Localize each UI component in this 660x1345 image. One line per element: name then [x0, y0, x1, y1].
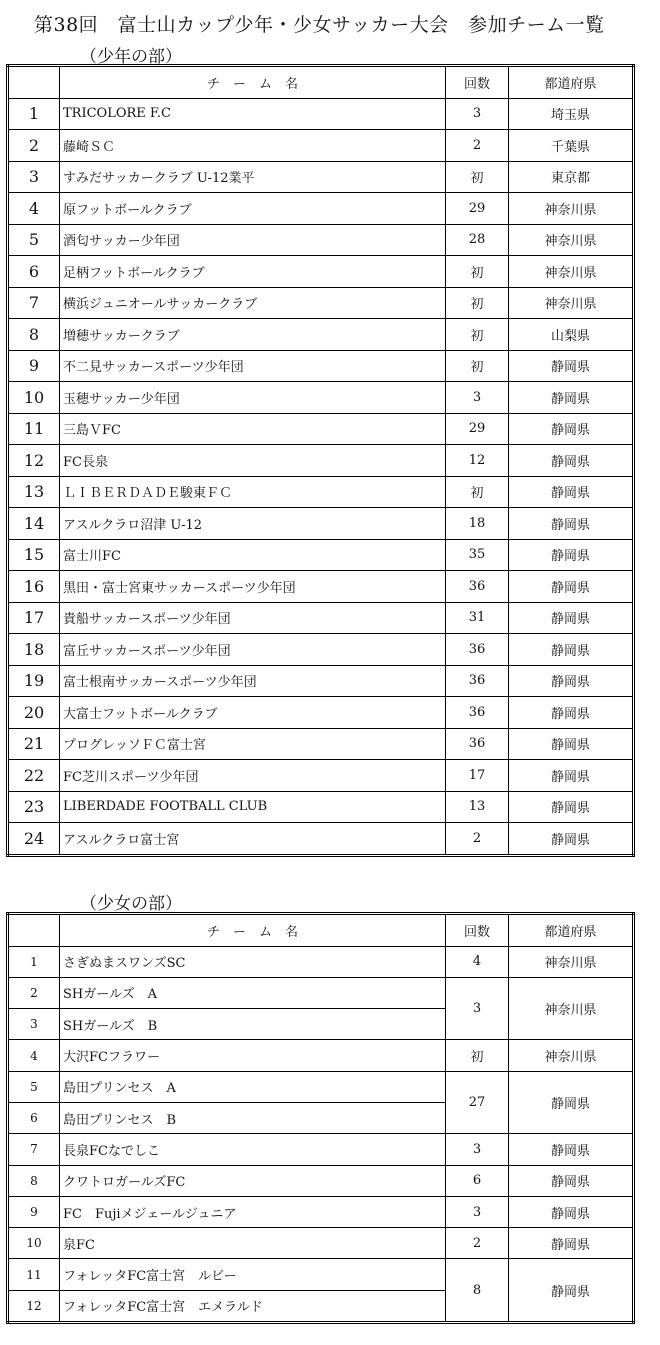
table-row [8, 413, 634, 445]
team-name: 泉FC [60, 1228, 446, 1259]
row-number: 2 [8, 977, 60, 1008]
row-number: 15 [8, 539, 60, 571]
row-number: 16 [8, 571, 60, 603]
team-name: 藤崎ＳＣ [60, 130, 446, 162]
participation-count: 2 [446, 130, 509, 162]
table-row [8, 1228, 634, 1259]
prefecture: 静岡県 [509, 1165, 634, 1196]
prefecture: 神奈川県 [509, 256, 634, 288]
table-row [8, 697, 634, 729]
team-name: 島田プリンセス B [60, 1102, 446, 1133]
participation-count: 35 [446, 539, 509, 571]
table-header-row [8, 914, 634, 947]
row-number: 24 [8, 823, 60, 856]
table-row [8, 1196, 634, 1227]
table-row [8, 350, 634, 382]
row-number: 20 [8, 697, 60, 729]
prefecture: 東京都 [509, 161, 634, 193]
prefecture: 静岡県 [509, 728, 634, 760]
participation-count: 2 [446, 823, 509, 856]
row-number: 10 [8, 1228, 60, 1259]
row-number: 4 [8, 1040, 60, 1071]
participation-count: 初 [446, 319, 509, 351]
team-name: SHガールズ A [60, 977, 446, 1008]
page-title: 第38回 富士山カップ少年・少女サッカー大会 参加チーム一覧 [34, 14, 605, 36]
team-name: FC長泉 [60, 445, 446, 477]
prefecture: 千葉県 [509, 130, 634, 162]
table-row [8, 98, 634, 130]
table-row [8, 977, 634, 1008]
participation-count: 18 [446, 508, 509, 540]
row-number: 4 [8, 193, 60, 225]
participation-count: 31 [446, 602, 509, 634]
prefecture: 静岡県 [509, 413, 634, 445]
table-row [8, 161, 634, 193]
table-row [8, 946, 634, 977]
header-count: 回数 [446, 914, 509, 947]
girls-team-table [6, 912, 635, 1324]
header-no [8, 66, 60, 99]
participation-count: 3 [446, 1196, 509, 1227]
participation-count: 6 [446, 1165, 509, 1196]
prefecture: 神奈川県 [509, 193, 634, 225]
prefecture: 静岡県 [509, 1228, 634, 1259]
participation-count: 初 [446, 287, 509, 319]
prefecture: 静岡県 [509, 1071, 634, 1134]
participation-count: 17 [446, 760, 509, 792]
prefecture: 静岡県 [509, 634, 634, 666]
participation-count: 初 [446, 256, 509, 288]
table-row [8, 539, 634, 571]
row-number: 5 [8, 224, 60, 256]
table-row [8, 1040, 634, 1071]
team-name: すみだサッカークラブ U-12業平 [60, 161, 446, 193]
team-name: アスルクラロ沼津 U-12 [60, 508, 446, 540]
participation-count: 12 [446, 445, 509, 477]
table-row [8, 602, 634, 634]
team-name: 三島ＶFC [60, 413, 446, 445]
row-number: 11 [8, 1259, 60, 1290]
prefecture: 神奈川県 [509, 977, 634, 1040]
row-number: 17 [8, 602, 60, 634]
row-number: 10 [8, 382, 60, 414]
row-number: 21 [8, 728, 60, 760]
team-name: 島田プリンセス A [60, 1071, 446, 1102]
team-name: クワトロガールズFC [60, 1165, 446, 1196]
table-row [8, 476, 634, 508]
prefecture: 神奈川県 [509, 287, 634, 319]
participation-count: 初 [446, 1040, 509, 1071]
row-number: 8 [8, 319, 60, 351]
row-number: 6 [8, 256, 60, 288]
table-row [8, 287, 634, 319]
team-name: LIBERDADE FOOTBALL CLUB [60, 791, 446, 823]
participation-count: 4 [446, 946, 509, 977]
row-number: 14 [8, 508, 60, 540]
header-no [8, 914, 60, 947]
participation-count: 27 [446, 1071, 509, 1134]
participation-count: 36 [446, 634, 509, 666]
row-number: 3 [8, 1009, 60, 1040]
team-name: 増穂サッカークラブ [60, 319, 446, 351]
row-number: 9 [8, 350, 60, 382]
girls-section-heading: （少女の部） [80, 894, 182, 914]
prefecture: 静岡県 [509, 602, 634, 634]
team-name: フォレッタFC富士宮 ルビー [60, 1259, 446, 1290]
table-row [8, 823, 634, 856]
participation-count: 36 [446, 697, 509, 729]
participation-count: 36 [446, 571, 509, 603]
prefecture: 神奈川県 [509, 1040, 634, 1071]
table-row [8, 760, 634, 792]
table-row [8, 319, 634, 351]
participation-count: 初 [446, 161, 509, 193]
prefecture: 静岡県 [509, 1134, 634, 1165]
row-number: 9 [8, 1196, 60, 1227]
participation-count: 29 [446, 413, 509, 445]
team-name: プログレッソＦＣ富士宮 [60, 728, 446, 760]
participation-count: 36 [446, 665, 509, 697]
table-row [8, 634, 634, 666]
team-name: アスルクラロ富士宮 [60, 823, 446, 856]
table-row [8, 224, 634, 256]
table-row [8, 256, 634, 288]
participation-count: 3 [446, 382, 509, 414]
team-name: 大沢FCフラワー [60, 1040, 446, 1071]
team-name: フォレッタFC富士宮 エメラルド [60, 1290, 446, 1322]
team-name: FC芝川スポーツ少年団 [60, 760, 446, 792]
participation-count: 36 [446, 728, 509, 760]
prefecture: 静岡県 [509, 791, 634, 823]
team-name: さぎぬまスワンズSC [60, 946, 446, 977]
row-number: 2 [8, 130, 60, 162]
table-row [8, 508, 634, 540]
prefecture: 静岡県 [509, 445, 634, 477]
header-team-name: チ ー ム 名 [60, 66, 446, 99]
table-row [8, 571, 634, 603]
participation-count: 28 [446, 224, 509, 256]
table-row [8, 382, 634, 414]
participation-count: 初 [446, 350, 509, 382]
team-name: FC Fujiメジェールジュニア [60, 1196, 446, 1227]
row-number: 3 [8, 161, 60, 193]
row-number: 1 [8, 946, 60, 977]
team-name: 富士川FC [60, 539, 446, 571]
team-name: 大富士フットボールクラブ [60, 697, 446, 729]
team-name: 酒匂サッカー少年団 [60, 224, 446, 256]
participation-count: 3 [446, 977, 509, 1040]
table-row [8, 1259, 634, 1290]
prefecture: 静岡県 [509, 539, 634, 571]
team-name: 足柄フットボールクラブ [60, 256, 446, 288]
row-number: 6 [8, 1102, 60, 1133]
participation-count: 13 [446, 791, 509, 823]
prefecture: 静岡県 [509, 697, 634, 729]
table-row [8, 1071, 634, 1102]
prefecture: 静岡県 [509, 823, 634, 856]
row-number: 13 [8, 476, 60, 508]
participation-count: 3 [446, 1134, 509, 1165]
table-row [8, 791, 634, 823]
row-number: 8 [8, 1165, 60, 1196]
participation-count: 29 [446, 193, 509, 225]
row-number: 1 [8, 98, 60, 130]
prefecture: 山梨県 [509, 319, 634, 351]
prefecture: 静岡県 [509, 665, 634, 697]
row-number: 11 [8, 413, 60, 445]
prefecture: 静岡県 [509, 760, 634, 792]
row-number: 5 [8, 1071, 60, 1102]
team-name: 玉穂サッカー少年団 [60, 382, 446, 414]
prefecture: 神奈川県 [509, 224, 634, 256]
team-name: 貴船サッカースポーツ少年団 [60, 602, 446, 634]
prefecture: 静岡県 [509, 571, 634, 603]
participation-count: 8 [446, 1259, 509, 1323]
table-row [8, 1134, 634, 1165]
row-number: 12 [8, 445, 60, 477]
row-number: 18 [8, 634, 60, 666]
table-row [8, 728, 634, 760]
team-name: 不二見サッカースポーツ少年団 [60, 350, 446, 382]
team-name: 横浜ジュニオールサッカークラブ [60, 287, 446, 319]
team-name: 長泉FCなでしこ [60, 1134, 446, 1165]
team-name: SHガールズ B [60, 1009, 446, 1040]
table-row [8, 130, 634, 162]
row-number: 23 [8, 791, 60, 823]
prefecture: 埼玉県 [509, 98, 634, 130]
header-count: 回数 [446, 66, 509, 99]
table-row [8, 445, 634, 477]
team-name: 富丘サッカースポーツ少年団 [60, 634, 446, 666]
row-number: 22 [8, 760, 60, 792]
prefecture: 静岡県 [509, 1196, 634, 1227]
row-number: 19 [8, 665, 60, 697]
prefecture: 静岡県 [509, 350, 634, 382]
team-name: ＬＩＢＥＲＤＡＤＥ駿東ＦＣ [60, 476, 446, 508]
row-number: 7 [8, 287, 60, 319]
table-row [8, 665, 634, 697]
participation-count: 初 [446, 476, 509, 508]
table-row [8, 193, 634, 225]
prefecture: 静岡県 [509, 1259, 634, 1323]
prefecture: 神奈川県 [509, 946, 634, 977]
row-number: 12 [8, 1290, 60, 1322]
team-name: TRICOLORE F.C [60, 98, 446, 130]
prefecture: 静岡県 [509, 508, 634, 540]
team-name: 富士根南サッカースポーツ少年団 [60, 665, 446, 697]
prefecture: 静岡県 [509, 382, 634, 414]
row-number: 7 [8, 1134, 60, 1165]
table-row [8, 1165, 634, 1196]
table-header-row [8, 66, 634, 99]
boys-section-heading: （少年の部） [80, 47, 182, 67]
team-name: 黒田・富士宮東サッカースポーツ少年団 [60, 571, 446, 603]
header-team-name: チ ー ム 名 [60, 914, 446, 947]
participation-count: 3 [446, 98, 509, 130]
boys-team-table [6, 64, 635, 857]
header-prefecture: 都道府県 [509, 914, 634, 947]
prefecture: 静岡県 [509, 476, 634, 508]
team-name: 原フットボールクラブ [60, 193, 446, 225]
header-prefecture: 都道府県 [509, 66, 634, 99]
participation-count: 2 [446, 1228, 509, 1259]
